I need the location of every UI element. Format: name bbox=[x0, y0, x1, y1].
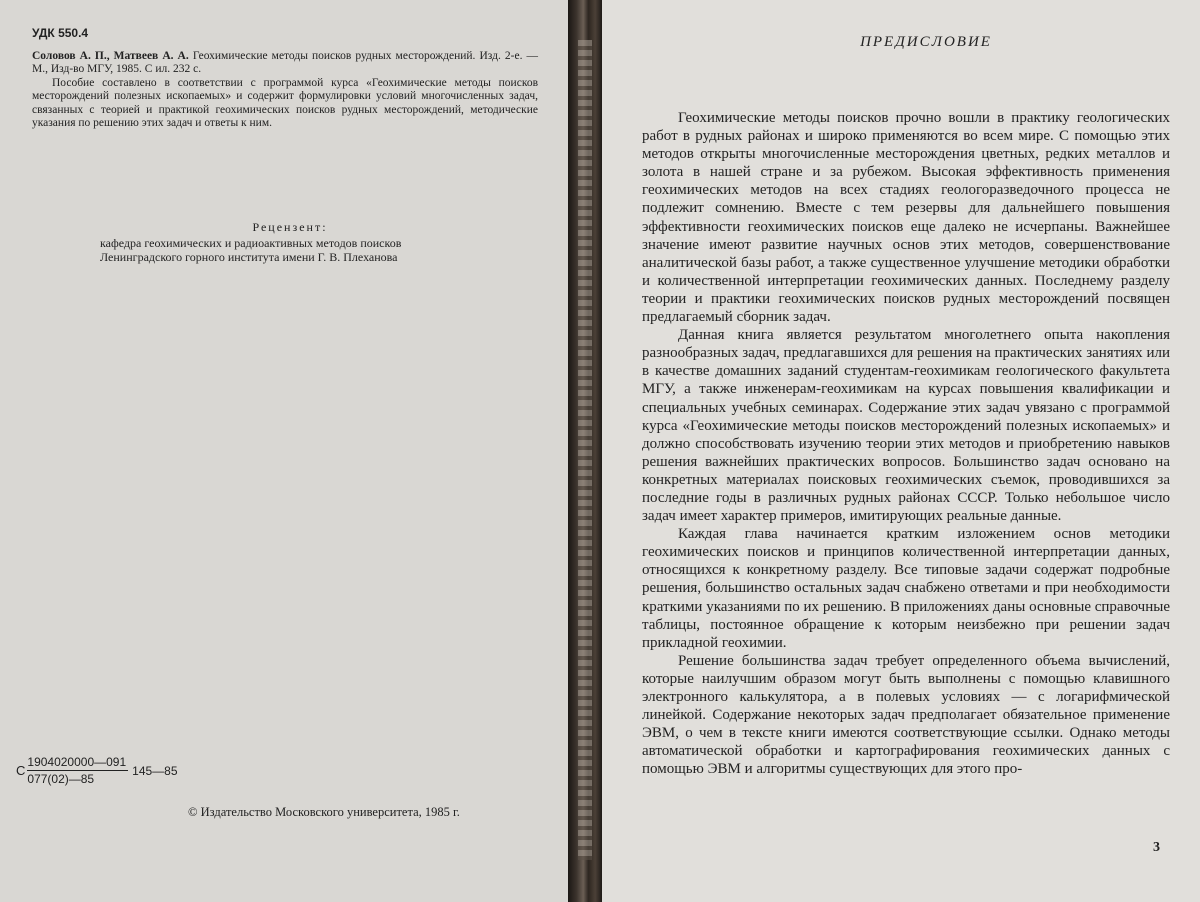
copyright-notice: © Издательство Московского университета, 1985 г. bbox=[188, 805, 460, 819]
udk-code: УДК 550.4 bbox=[32, 26, 89, 40]
paragraph-3: Каждая глава начинается кратким изложением основ методики геохимических поисков и принципов количественной интерпретации данных, относящихся к конкретному разделу. Все типовые задачи содержат подробные решения, большинство остальных задач снабжено ответами и при необходимости краткими указаниями по их решению. В приложениях даны основные справочные таблицы, постоянное обращение к которым неизбежно при решении задач прикладной геохимии. bbox=[642, 526, 1170, 651]
code-prefix: С bbox=[16, 763, 26, 778]
preface-body bbox=[642, 109, 1170, 778]
authors: Соловов А. П., Матвеев А. А. bbox=[32, 50, 189, 62]
code-numerator: 1904020000—091 bbox=[27, 755, 127, 769]
publication-code bbox=[16, 755, 178, 786]
reviewer-title: Рецензент: bbox=[252, 220, 328, 234]
paragraph-1: Геохимические методы поисков прочно вошли в практику геологических работ в рудных районах и широко применяются во всем мире. С помощью этих методов открыты многочисленные месторождения цветных, редких металлов и золота в нашей стране и за рубежом. Высокая эффективность применения геохимических методов на всех стадиях геологоразведочного процесса не подлежит сомнению. Вместе с тем резервы для дальнейшего повышения эффективности геохимических поисков еще далеко не исчерпаны. Важнейшее значение имеют развитие научных основ этих методов, совершенствование аналитической базы работ, а также существенное улучшение методики обработки и количественной интерпретации геохимических данных. Последнему разделу теории и практики геохимических поисков рудных месторождений посвящен предлагаемый сборник задач. bbox=[642, 110, 1170, 326]
right-page bbox=[602, 0, 1200, 902]
paragraph-4: Решение большинства задач требует определенного объема вычислений, которые наилучшим образом могут быть выполнены с помощью клавишного электронного калькулятора, а в полевых условиях — с логарифмической линейкой. Содержание некоторых задач предполагает обязательное применение ЭВМ, о чем в тексте книги имеются соответствующие ссылки. Однако методы автоматической обработки и картографирования геохимических данных с помощью ЭВМ и алгоритмы существующих для этого про- bbox=[642, 652, 1170, 778]
reviewer-block bbox=[100, 220, 480, 264]
left-page bbox=[0, 0, 568, 902]
citation: Геохимические методы поисков рудных месторождений. Изд. 2-е. — М., Изд-во МГУ, 1985. С ил. 232 с. bbox=[32, 50, 539, 76]
abstract: Пособие составлено в соответствии с программой курса «Геохимические методы поисков месторождений полезных ископаемых» и содержит формулировки условий многочисленных задач, связанных с теорией и практикой геохимических поисков рудных месторождений, методические указания по решению этих задач и ответы к ним. bbox=[32, 76, 538, 130]
page-heading: ПРЕДИСЛОВИЕ bbox=[860, 34, 992, 50]
code-fraction bbox=[27, 755, 128, 786]
spine-binding bbox=[578, 40, 592, 860]
bibliographic-entry bbox=[32, 50, 538, 77]
code-suffix: 145—85 bbox=[132, 763, 178, 778]
paragraph-2: Данная книга является результатом многолетнего опыта накопления разнообразных задач, предлагавшихся для решения на практических занятиях или в качестве домашних заданий студентам-геохимикам геологического факультета МГУ, а также инженерам-геохимикам на курсах повышения квалификации и специальных учебных семинарах. Содержание этих задач увязано с программой курса «Геохимические методы поисков месторождений полезных ископаемых» и должно способствовать изучению теории этих методов и приобретению навыков решения важнейших практических вопросов. Большинство задач основано на конкретных материалах поисковых геохимических съемок, проводившихся за последние годы в различных рудных районах СССР. Только небольшое число задач имеет характер примеров, имитирующих реальные данные. bbox=[642, 327, 1170, 525]
page-number: 3 bbox=[1153, 840, 1160, 855]
code-denominator: 077(02)—85 bbox=[27, 772, 95, 786]
reviewer-text: кафедра геохимических и радиоактивных методов поисков Ленинградского горного института имени Г. В. Плеханова bbox=[100, 236, 402, 264]
